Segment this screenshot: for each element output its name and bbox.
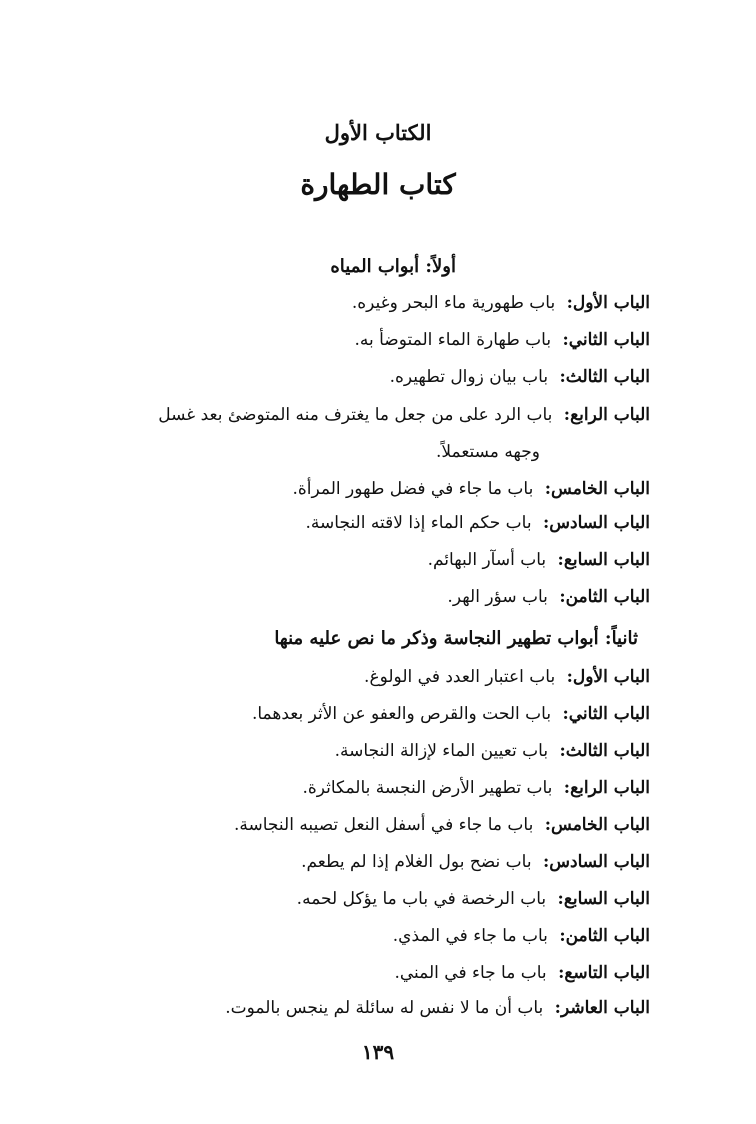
chapter-colon: : — [557, 889, 564, 909]
list-item — [80, 364, 650, 391]
chapter-text: باب تطهير الأرض النجسة بالمكاثرة. — [302, 778, 553, 798]
chapter-label: الباب الثامن — [565, 926, 650, 946]
chapter-colon: : — [562, 330, 569, 350]
chapter-colon: : — [566, 667, 573, 687]
chapter-label: الباب التاسع — [564, 963, 650, 983]
chapter-colon: : — [543, 852, 550, 872]
chapter-colon: : — [554, 998, 561, 1018]
chapter-text: باب سؤر الهر. — [447, 587, 548, 607]
chapter-text: باب تعيين الماء لإزالة النجاسة. — [334, 741, 549, 761]
chapter-text-continuation: وجهه مستعملاً. — [435, 442, 540, 462]
chapter-label: الباب السابع — [563, 889, 650, 909]
chapter-label: الباب العاشر — [560, 998, 650, 1018]
chapter-text: باب اعتبار العدد في الولوغ. — [364, 667, 556, 687]
list-item — [80, 547, 650, 574]
chapter-colon: : — [566, 293, 573, 313]
chapter-text: باب ما جاء في المذي. — [392, 926, 548, 946]
chapter-text: باب أن ما لا نفس له سائلة لم ينجس بالموت. — [225, 998, 544, 1018]
chapter-label: الباب الأول — [572, 667, 650, 687]
chapter-label: الباب السادس — [549, 513, 650, 533]
chapter-label: الباب الثامن — [565, 587, 650, 607]
chapter-colon: : — [559, 926, 566, 946]
list-item — [80, 402, 650, 466]
chapter-text: باب الحت والقرص والعفو عن الأثر بعدهما. — [251, 704, 552, 724]
chapter-text: باب الرد على من جعل ما يغترف منه المتوضئ بعد غسل — [158, 405, 553, 425]
list-item — [80, 812, 650, 839]
list-item — [80, 327, 650, 354]
chapter-label: الباب الثالث — [565, 367, 650, 387]
list-item — [80, 738, 650, 765]
list-item — [80, 775, 650, 802]
book-title: الكتاب الأول — [324, 120, 432, 145]
chapter-colon: : — [563, 778, 571, 798]
list-item — [80, 960, 650, 987]
list-item — [80, 886, 650, 913]
list-item — [80, 664, 650, 691]
chapter-colon: : — [544, 479, 552, 499]
chapter-text: باب بيان زوال تطهيره. — [389, 367, 549, 387]
chapter-colon: : — [563, 405, 571, 425]
chapter-text: باب ما جاء في أسفل النعل تصيبه النجاسة. — [233, 815, 534, 835]
chapter-colon: : — [559, 741, 566, 761]
chapter-text: باب ما جاء في فضل طهور المرأة. — [292, 479, 534, 499]
chapter-label: الباب السابع — [563, 550, 650, 570]
chapter-text: باب طهورية ماء البحر وغيره. — [351, 293, 556, 313]
list-item — [80, 849, 650, 876]
page-number: ١٣٩ — [361, 1040, 395, 1064]
list-item — [80, 584, 650, 611]
chapter-text: باب الرخصة في باب ما يؤكل لحمه. — [296, 889, 547, 909]
list-item — [80, 476, 650, 503]
chapter-colon: : — [562, 704, 569, 724]
list-item — [80, 923, 650, 950]
chapter-colon: : — [559, 367, 566, 387]
list-item — [80, 290, 650, 317]
chapter-label: الباب الثاني — [568, 330, 650, 350]
chapter-colon: : — [544, 815, 552, 835]
section-heading: أولاً: أبواب المياه — [330, 256, 456, 277]
chapter-label: الباب السادس — [549, 852, 650, 872]
chapter-label: الباب الخامس — [551, 479, 650, 499]
chapter-text: باب ما جاء في المني. — [394, 963, 547, 983]
chapter-text: باب أسآر البهائم. — [427, 550, 547, 570]
chapter-text: باب طهارة الماء المتوضأ به. — [354, 330, 552, 350]
chapter-text: باب نضح بول الغلام إذا لم يطعم. — [301, 852, 532, 872]
chapter-text: باب حكم الماء إذا لاقته النجاسة. — [305, 513, 532, 533]
book-subtitle: كتاب الطهارة — [300, 168, 456, 201]
list-item — [80, 701, 650, 728]
chapter-colon: : — [557, 550, 564, 570]
list-item — [80, 995, 650, 1022]
chapter-colon: : — [558, 963, 565, 983]
chapter-label: الباب الرابع — [570, 405, 650, 425]
chapter-label: الباب الرابع — [570, 778, 650, 798]
chapter-label: الباب الخامس — [551, 815, 650, 835]
chapter-colon: : — [543, 513, 550, 533]
chapter-colon: : — [559, 587, 566, 607]
chapter-label: الباب الأول — [572, 293, 650, 313]
chapter-label: الباب الثاني — [568, 704, 650, 724]
list-item — [80, 510, 650, 537]
chapter-label: الباب الثالث — [565, 741, 650, 761]
section-heading: ثانياً: أبواب تطهير النجاسة وذكر ما نص عليه منها — [274, 628, 638, 649]
